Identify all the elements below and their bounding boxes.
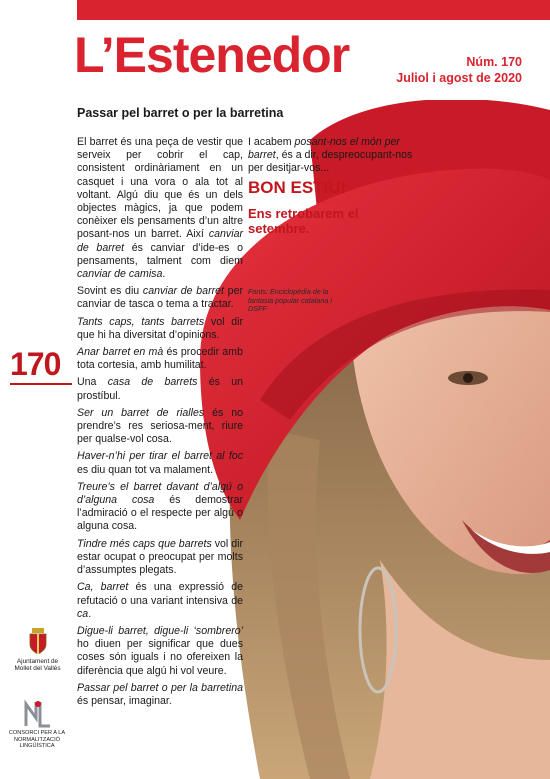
paragraph: Ser un barret de rialles és no prendre’s res seriosa-ment, riure per qualse-vol cosa.: [77, 406, 244, 446]
consorci-label: CONSORCI PER A LA NORMALITZACIÓ LINGÜÍSTICA: [8, 730, 66, 750]
issue-info: [396, 54, 522, 86]
top-red-bar: [77, 0, 550, 20]
paragraph: Passar pel barret o per la barretina és pensar, imaginar.: [77, 681, 243, 707]
paragraph: Sovint es diu canviar de barret per canviar de tasca o tema a tractar.: [77, 285, 243, 311]
article-body-right: [248, 136, 426, 176]
cover-photo-girl-red-hat: [200, 100, 550, 779]
sources-note: Fonts: Enciclopèdia de la fantasia popular catalana i DSFF: [248, 287, 332, 314]
paragraph: Ca, barret és una expressió de refutació o una variant intensiva de ca.: [77, 581, 243, 620]
paragraph: Tants caps, tants barrets vol dir que hi ha diversitat d’opinions.: [77, 315, 243, 341]
paragraph: I acabem posant-nos el món per barret, és a dir, despreocupant-nos per desitjar-vos...: [248, 136, 413, 175]
issue-number: Núm. 170: [466, 55, 522, 69]
article-headline: Passar pel barret o per la barretina: [77, 106, 284, 120]
paragraph: Treure’s el barret davant d’algú o d’alguna cosa és demostrar l’admiració o el respecte per algú o alguna cosa.: [77, 480, 243, 533]
issue-number-underline: [10, 383, 72, 385]
ajuntament-label: Ajuntament de Mollet del Vallès: [14, 658, 61, 673]
paragraph: Anar barret en mà és procedir amb tota cortesia, amb humilitat.: [77, 346, 243, 372]
cpnl-logo-icon: [18, 698, 54, 728]
bon-estiu-heading: BON ESTIU!: [248, 178, 347, 197]
masthead-title: L’Estenedor: [74, 27, 350, 83]
paragraph: El barret és una peça de vestir que serveix per cobrir el cap, consistent ordinàriament en un casquet i una vora o ala tot al voltant. Algú diu que és un dels objectes màgics, ja que podem conèixer els pensaments d’un altre posant-nos un barret. Així canviar de barret és canviar d’ide-es o pensaments, talment com diem canviar de camisa.: [77, 136, 243, 281]
paragraph: Una casa de barrets és un prostíbul.: [77, 376, 243, 402]
paragraph: Tindre més caps que barrets vol dir estar ocupat o preocupat per molts d’assumptes plegats.: [77, 537, 243, 577]
retrobarem-text: Ens retrobarem el setembre.: [248, 206, 359, 236]
mollet-crest-icon: [28, 628, 48, 654]
paragraph: Digue-li barret, digue-li ‘sombrero’ ho diuen per significar que dues coses són iguals i no ofereixen la diferència que algú hi vol veure.: [77, 624, 243, 677]
article-body-left: [77, 136, 243, 712]
issue-date: Juliol i agost de 2020: [396, 71, 522, 85]
issue-big-number: 170: [10, 346, 61, 382]
paragraph: Haver-n’hi per tirar el barret al foc es diu quan tot va malament.: [77, 450, 243, 476]
